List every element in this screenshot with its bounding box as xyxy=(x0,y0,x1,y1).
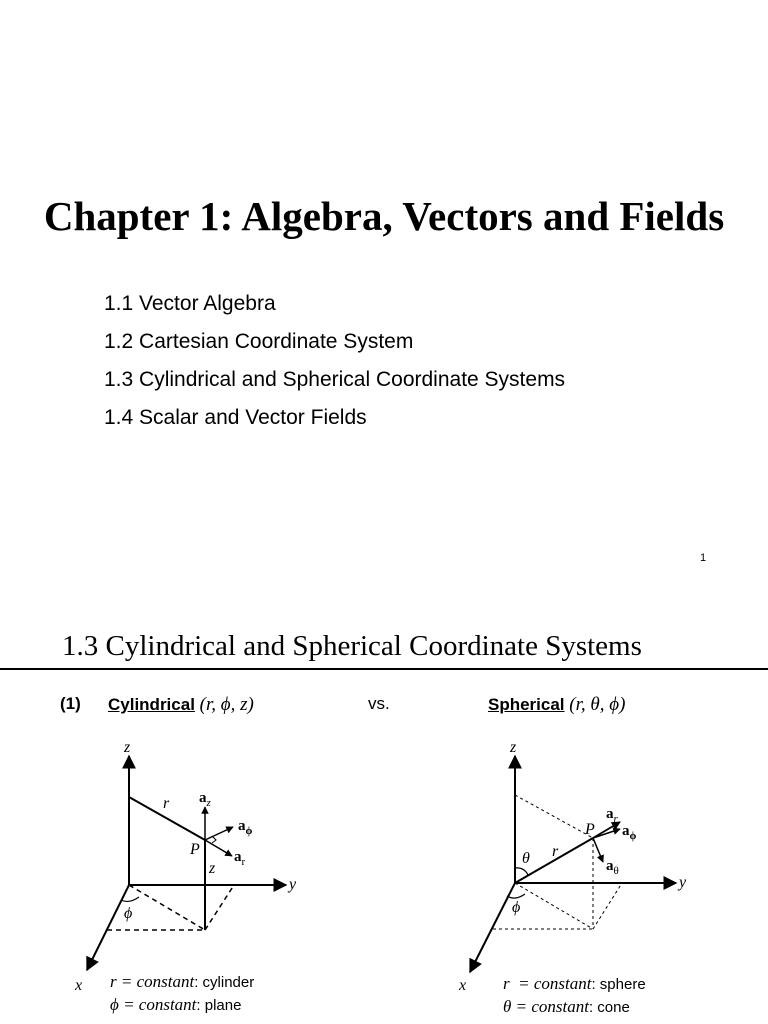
cyl-az-label xyxy=(199,790,212,809)
sph-eq-theta-var: θ xyxy=(503,997,512,1016)
cylindrical-diagram xyxy=(87,756,286,970)
sph-equation-r xyxy=(503,974,646,994)
sph-aphi-sub: ϕ xyxy=(629,830,637,842)
cyl-aphi-base: a xyxy=(238,818,246,834)
cyl-z-axis-label: z xyxy=(124,739,131,756)
cyl-y-axis-label: y xyxy=(289,876,297,893)
sph-ar-label xyxy=(606,806,619,825)
cyl-right-angle xyxy=(212,836,216,843)
cyl-aphi-vector xyxy=(205,827,233,840)
cyl-ar-sub: r xyxy=(241,856,246,868)
chapter-title: Chapter 1: Algebra, Vectors and Fields xyxy=(43,193,725,239)
sph-phi-label: ϕ xyxy=(512,899,521,916)
cyl-aphi-sub: ϕ xyxy=(245,825,253,837)
sph-eq-r-desc: : sphere xyxy=(591,976,646,993)
sph-p-label: P xyxy=(585,821,595,838)
cyl-aphi-label xyxy=(238,818,253,837)
cyl-az-sub: z xyxy=(206,797,211,809)
sph-atheta-vector xyxy=(593,838,603,862)
sph-atheta-base: a xyxy=(606,858,614,874)
cyl-phi-label: ϕ xyxy=(124,905,133,922)
toc-item-1-1: 1.1 Vector Algebra xyxy=(104,292,276,315)
vs-label: vs. xyxy=(368,694,390,713)
toc-item-1-2: 1.2 Cartesian Coordinate System xyxy=(104,330,414,353)
sph-r-label: r xyxy=(552,843,559,860)
cyl-equation-phi xyxy=(110,995,241,1015)
cyl-eq-phi-rest: = constant xyxy=(118,995,197,1014)
spherical-label: Spherical xyxy=(488,695,565,714)
sph-proj-3 xyxy=(515,883,593,929)
cyl-z-label: z xyxy=(209,860,216,877)
cyl-proj-1 xyxy=(129,885,205,930)
sph-eq-r-var: r xyxy=(503,974,510,993)
cyl-eq-phi-desc: : plane xyxy=(196,997,242,1014)
sph-x-axis-label: x xyxy=(459,977,467,994)
cyl-ar-base: a xyxy=(234,849,242,865)
spherical-coords: (r, θ, ϕ) xyxy=(569,694,626,715)
sph-atheta-label xyxy=(606,858,619,877)
sph-y-axis-label: y xyxy=(679,874,687,891)
sph-aphi-base: a xyxy=(622,823,630,839)
cylindrical-coords: (r, ϕ, z) xyxy=(199,694,254,715)
sph-z-axis-label: z xyxy=(510,739,517,756)
page-number: 1 xyxy=(700,552,707,564)
spherical-diagram xyxy=(470,756,676,972)
sph-ar-sub: r xyxy=(613,813,618,825)
cyl-ar-label xyxy=(234,849,246,868)
cyl-eq-r-desc: : cylinder xyxy=(194,974,255,991)
cyl-eq-phi-var: ϕ xyxy=(110,995,119,1014)
toc-item-1-4: 1.4 Scalar and Vector Fields xyxy=(104,406,367,429)
cyl-x-axis xyxy=(87,885,129,970)
sph-ar-base: a xyxy=(606,806,614,822)
cyl-az-base: a xyxy=(199,790,207,806)
item-number: (1) xyxy=(60,694,81,713)
sph-equation-theta xyxy=(503,997,630,1017)
cyl-ar-vector xyxy=(205,840,232,856)
sph-theta-arc xyxy=(515,868,528,875)
cyl-eq-r-rest: = constant xyxy=(116,972,195,991)
cyl-r-label: r xyxy=(163,795,170,812)
sph-proj-5 xyxy=(593,883,622,929)
sph-eq-theta-desc: : cone xyxy=(588,999,630,1016)
cyl-equation-r xyxy=(110,972,254,992)
sph-eq-r-rest: = constant xyxy=(509,974,592,993)
cyl-eq-r-var: r xyxy=(110,972,117,991)
cylindrical-label: Cylindrical xyxy=(108,695,195,714)
sph-eq-theta-rest: = constant xyxy=(511,997,589,1016)
section-title: 1.3 Cylindrical and Spherical Coordinate Systems xyxy=(62,630,642,662)
sph-proj-1 xyxy=(515,795,593,838)
cyl-p-label: P xyxy=(190,841,200,858)
sph-theta-label: θ xyxy=(522,850,530,867)
cyl-proj-3 xyxy=(205,885,234,930)
toc-item-1-3: 1.3 Cylindrical and Spherical Coordinate Systems xyxy=(104,368,566,391)
sph-atheta-sub: θ xyxy=(613,865,619,877)
sph-aphi-label xyxy=(622,823,637,842)
cyl-x-axis-label: x xyxy=(75,977,83,994)
